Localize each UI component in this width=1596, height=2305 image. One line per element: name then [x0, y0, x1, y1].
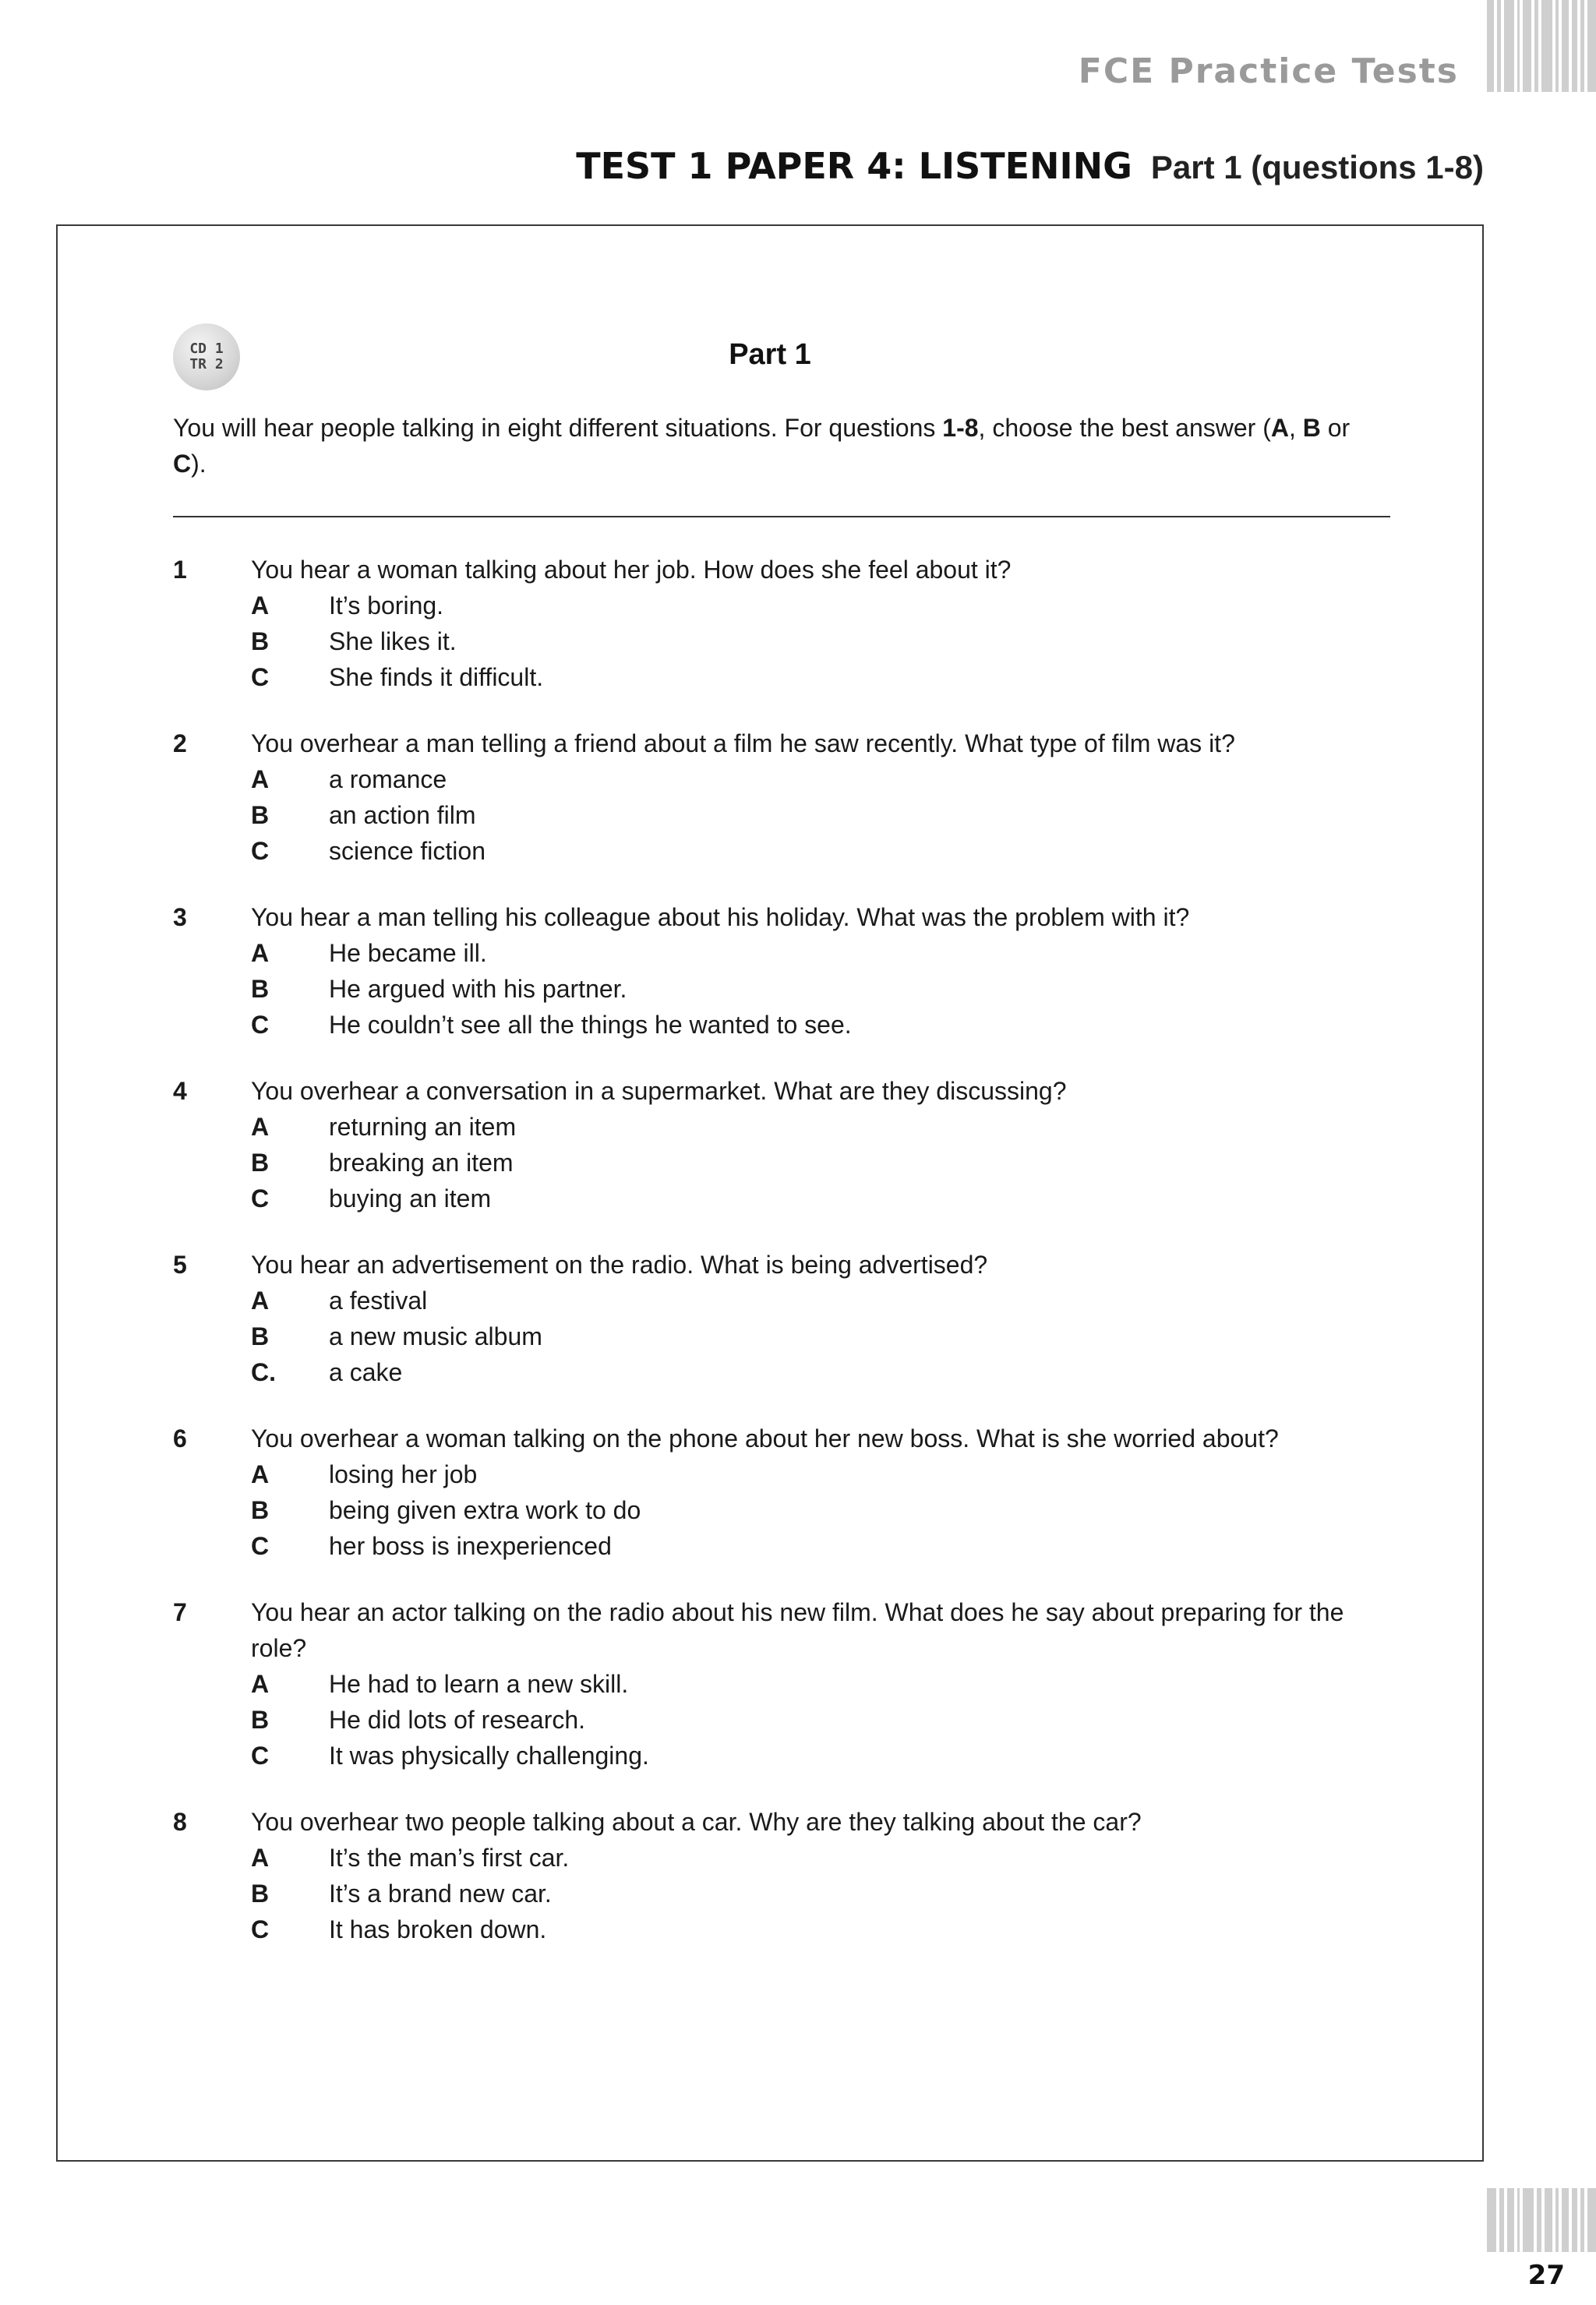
option-letter: B [251, 1706, 270, 1734]
option-row [251, 971, 1420, 1007]
option-letter: C [251, 1915, 270, 1943]
option-row [251, 1145, 1420, 1181]
option-letter: C [251, 1011, 270, 1039]
question-number: 3 [173, 903, 187, 931]
option-text: He couldn’t see all the things he wanted to see. [329, 1011, 852, 1039]
option-letter: C [251, 1742, 270, 1770]
option-row [251, 1876, 1420, 1911]
option-row [251, 1354, 1420, 1390]
option-letter: B [251, 627, 270, 655]
option-letter: A [251, 1287, 270, 1315]
option-text: breaking an item [329, 1149, 514, 1177]
option-letter: B [251, 801, 270, 829]
option-letter: A [251, 591, 270, 619]
option-letter: A [251, 765, 270, 793]
instructions-option-a: A [1270, 414, 1289, 442]
decorative-stripes-bottom [1487, 2188, 1596, 2252]
option-text: a festival [329, 1287, 428, 1315]
option-letter: C [251, 663, 270, 691]
page-heading [576, 145, 1484, 187]
question-7 [173, 1594, 1420, 1774]
instructions-text: , [1288, 414, 1303, 442]
question-text: You overhear a woman talking on the phone about her new boss. What is she worried about? [251, 1424, 1279, 1453]
option-text: It was physically challenging. [329, 1742, 649, 1770]
option-row [251, 1911, 1420, 1947]
option-row [251, 1109, 1420, 1145]
option-text: It’s the man’s first car. [329, 1844, 570, 1872]
option-letter: C [251, 1532, 270, 1560]
option-letter: B [251, 1149, 270, 1177]
option-text: being given extra work to do [329, 1496, 641, 1524]
question-text: You hear an advertisement on the radio. What is being advertised? [251, 1251, 988, 1279]
option-row [251, 1456, 1420, 1492]
option-text: returning an item [329, 1113, 517, 1141]
instructions-text: or [1320, 414, 1351, 442]
question-text: You overhear a man telling a friend about a film he saw recently. What type of film was it? [251, 729, 1235, 757]
part-title: Part 1 [729, 338, 811, 371]
instructions-text: , choose the best answer ( [978, 414, 1271, 442]
option-letter: B [251, 1496, 270, 1524]
option-row [251, 1181, 1420, 1216]
option-row [251, 833, 1420, 869]
option-row [251, 659, 1420, 695]
option-row [251, 588, 1420, 623]
brand-title: FCE Practice Tests [1078, 51, 1459, 91]
option-text: He became ill. [329, 939, 487, 967]
option-row [251, 935, 1420, 971]
option-row [251, 1528, 1420, 1564]
option-row [251, 761, 1420, 797]
option-text: a cake [329, 1358, 403, 1386]
option-letter: A [251, 1670, 270, 1698]
question-text: You overhear two people talking about a car. Why are they talking about the car? [251, 1808, 1142, 1836]
instructions-text: You will hear people talking in eight different situations. For questions [173, 414, 943, 442]
question-text: You hear a man telling his colleague about his holiday. What was the problem with it? [251, 903, 1190, 931]
question-list [173, 552, 1420, 1978]
option-text: It’s boring. [329, 591, 444, 619]
question-number: 8 [173, 1808, 187, 1836]
option-letter: A [251, 1113, 270, 1141]
question-2 [173, 725, 1420, 869]
question-number: 4 [173, 1077, 187, 1105]
option-row [251, 797, 1420, 833]
option-text: She likes it. [329, 627, 457, 655]
option-text: her boss is inexperienced [329, 1532, 612, 1560]
option-letter: A [251, 1844, 270, 1872]
question-8 [173, 1804, 1420, 1947]
question-number: 1 [173, 556, 187, 584]
option-text: It’s a brand new car. [329, 1880, 552, 1908]
option-letter: B [251, 975, 270, 1003]
option-text: He did lots of research. [329, 1706, 586, 1734]
heading-sub: Part 1 (questions 1-8) [1150, 149, 1484, 185]
question-number: 6 [173, 1424, 187, 1453]
question-number: 2 [173, 729, 187, 757]
question-number: 5 [173, 1251, 187, 1279]
heading-main: TEST 1 PAPER 4: LISTENING [576, 145, 1132, 187]
option-text: It has broken down. [329, 1915, 547, 1943]
option-letter: C [251, 837, 270, 865]
option-row [251, 1318, 1420, 1354]
question-6 [173, 1421, 1420, 1564]
question-5 [173, 1247, 1420, 1390]
option-letter: C [251, 1184, 270, 1213]
option-row [251, 1840, 1420, 1876]
option-row [251, 1283, 1420, 1318]
option-text: an action film [329, 801, 476, 829]
option-row [251, 1492, 1420, 1528]
question-text: You hear an actor talking on the radio about his new film. What does he say about preparing for the role? [251, 1598, 1344, 1662]
option-letter: B [251, 1322, 270, 1350]
divider [173, 516, 1390, 517]
test-frame [56, 224, 1484, 2162]
question-text: You overhear a conversation in a supermarket. What are they discussing? [251, 1077, 1067, 1105]
instructions-range: 1-8 [942, 414, 979, 442]
option-row [251, 1738, 1420, 1774]
question-1 [173, 552, 1420, 695]
option-letter: B [251, 1880, 270, 1908]
option-text: losing her job [329, 1460, 478, 1488]
option-text: He argued with his partner. [329, 975, 627, 1003]
instructions-text: ). [191, 450, 207, 478]
option-row [251, 1666, 1420, 1702]
option-row [251, 623, 1420, 659]
option-text: a romance [329, 765, 447, 793]
page-number: 27 [1527, 2260, 1565, 2291]
decorative-stripes-top [1487, 0, 1596, 92]
instructions-option-c: C [173, 450, 192, 478]
option-text: a new music album [329, 1322, 542, 1350]
question-4 [173, 1073, 1420, 1216]
instructions-option-b: B [1302, 414, 1321, 442]
option-text: science fiction [329, 837, 486, 865]
option-row [251, 1007, 1420, 1043]
question-3 [173, 899, 1420, 1043]
option-letter: A [251, 939, 270, 967]
question-text: You hear a woman talking about her job. How does she feel about it? [251, 556, 1012, 584]
cd-label: CD 1 [189, 341, 224, 357]
option-letter: C. [251, 1358, 276, 1386]
question-number: 7 [173, 1598, 187, 1626]
option-row [251, 1702, 1420, 1738]
option-letter: A [251, 1460, 270, 1488]
option-text: buying an item [329, 1184, 492, 1213]
option-text: He had to learn a new skill. [329, 1670, 629, 1698]
track-label: TR 2 [189, 356, 224, 372]
instructions [173, 410, 1389, 482]
option-text: She finds it difficult. [329, 663, 544, 691]
